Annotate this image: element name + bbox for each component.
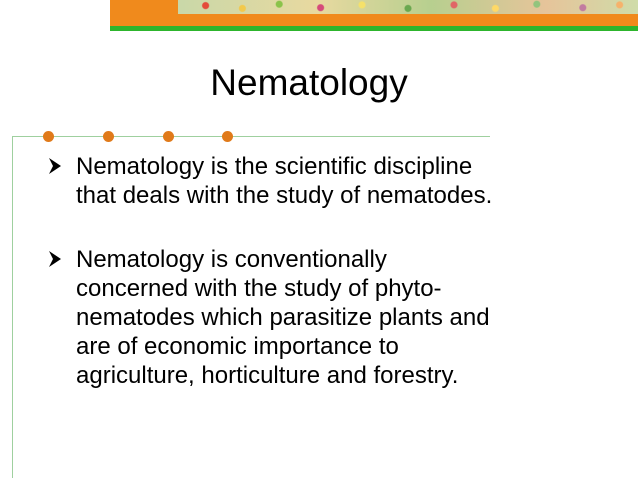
bullet-list [48,152,608,390]
bullet-2-line-5: agriculture, horticulture and forestry. [76,362,459,389]
bullet-1-line-1: Nematology is the scientific discipline [76,153,473,180]
bullet-item-2 [48,245,608,390]
decorative-dot-2 [103,131,114,142]
slide-title: Nematology [210,62,408,103]
bullet-2-line-3: nematodes which parasitize plants and [76,304,490,331]
arrowhead-bullet-icon [48,248,62,270]
bullet-1-line-2: that deals with the study of nematodes. [76,182,493,209]
decorative-dot-1 [43,131,54,142]
bullet-2-line-4: are of economic importance to [76,333,399,360]
arrowhead-bullet-icon [48,155,62,177]
bullet-item-1 [48,152,608,210]
decorative-dot-3 [163,131,174,142]
bullet-2-line-2: concerned with the study of phyto- [76,275,442,302]
bullet-2-line-1: Nematology is conventionally [76,246,387,273]
flower-banner-image [178,0,638,14]
left-border-line [12,136,13,478]
title-underline [12,136,490,137]
decorative-dot-4 [222,131,233,142]
top-green-rule [110,26,638,31]
